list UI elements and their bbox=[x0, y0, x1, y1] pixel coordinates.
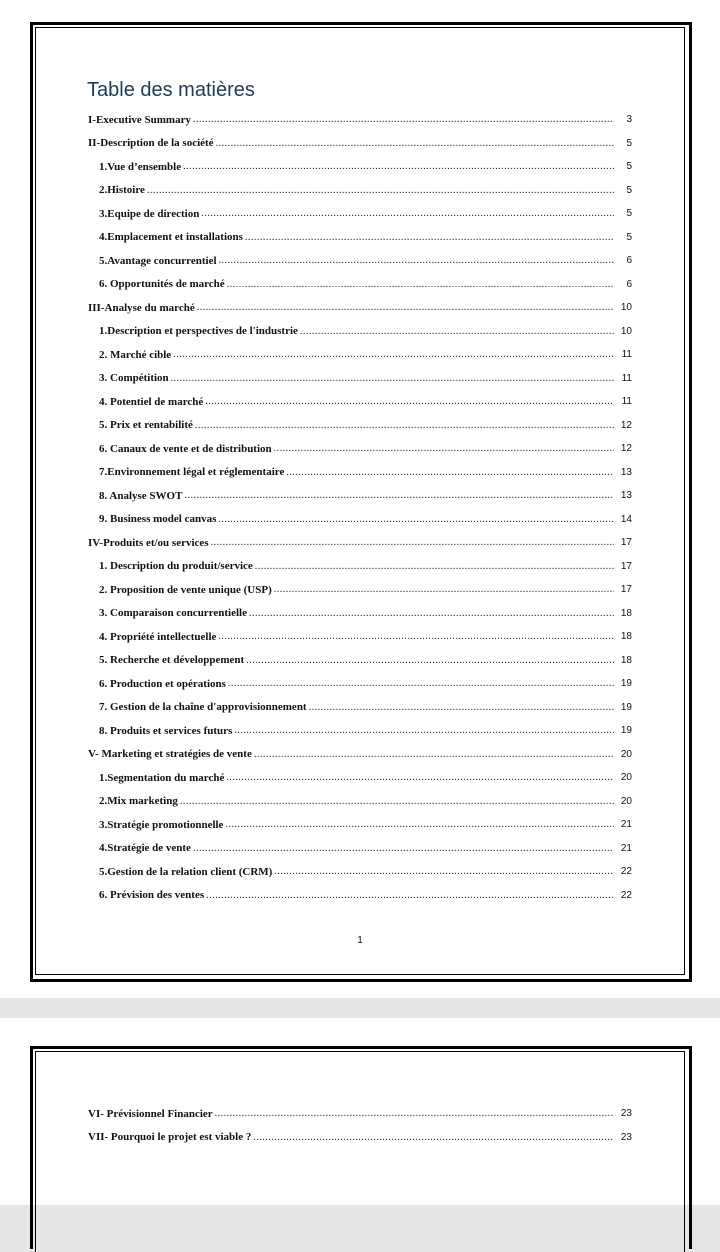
toc-entry-label: 1. Description du produit/service bbox=[99, 560, 253, 573]
toc-list bbox=[88, 108, 632, 907]
toc-subentry[interactable] bbox=[88, 813, 632, 837]
toc-dot-leader bbox=[193, 843, 614, 854]
toc-dot-leader bbox=[309, 702, 614, 713]
toc-entry-label: 4. Potentiel de marché bbox=[99, 395, 204, 408]
toc-dot-leader bbox=[255, 561, 614, 572]
toc-page-number: 5 bbox=[626, 231, 632, 243]
toc-page-number: 11 bbox=[621, 349, 632, 361]
toc-page-number: 10 bbox=[620, 302, 632, 314]
toc-subentry[interactable] bbox=[88, 437, 632, 461]
toc-subentry[interactable] bbox=[88, 696, 632, 720]
toc-page-number: 19 bbox=[620, 701, 632, 713]
toc-entry-label: 5.Gestion de la relation client (CRM) bbox=[99, 865, 273, 878]
toc-entry-label: 6. Prévision des ventes bbox=[99, 889, 205, 902]
toc-dot-leader bbox=[218, 514, 614, 525]
toc-page-number: 17 bbox=[620, 537, 632, 549]
toc-entry-label: III-Analyse du marché bbox=[88, 301, 195, 314]
toc-entry-label: 3.Stratégie promotionnelle bbox=[99, 818, 224, 831]
toc-page-number: 23 bbox=[620, 1131, 632, 1143]
toc-subentry[interactable] bbox=[88, 202, 632, 226]
toc-entry-label: IV-Produits et/ou services bbox=[88, 536, 209, 549]
toc-entry-label: 2.Histoire bbox=[99, 184, 145, 197]
toc-dot-leader bbox=[195, 420, 614, 431]
toc-title: Table des matières bbox=[87, 79, 255, 101]
toc-entry-label: 6. Canaux de vente et de distribution bbox=[99, 442, 272, 455]
toc-entry-label: V- Marketing et stratégies de vente bbox=[88, 748, 252, 761]
toc-entry-label: 3. Comparaison concurrentielle bbox=[99, 607, 247, 620]
toc-subentry[interactable] bbox=[88, 837, 632, 861]
toc-dot-leader bbox=[218, 631, 614, 642]
toc-page-number: 22 bbox=[620, 866, 632, 878]
toc-dot-leader bbox=[225, 819, 614, 830]
toc-entry-label: 7. Gestion de la chaîne d'approvisionnement bbox=[99, 701, 307, 714]
toc-subentry[interactable] bbox=[88, 790, 632, 814]
toc-entry-label: VI- Prévisionnel Financier bbox=[88, 1107, 213, 1120]
toc-subentry[interactable] bbox=[88, 273, 632, 297]
toc-page-number: 6 bbox=[626, 278, 632, 290]
toc-page-number: 18 bbox=[620, 654, 632, 666]
toc-subentry[interactable] bbox=[88, 602, 632, 626]
toc-dot-leader bbox=[173, 349, 614, 360]
toc-entry-label: 1.Vue d’ensemble bbox=[99, 160, 182, 173]
toc-dot-leader bbox=[171, 373, 614, 384]
toc-page-number: 13 bbox=[620, 466, 632, 478]
toc-dot-leader bbox=[184, 490, 614, 501]
toc-entry-label: 4.Stratégie de vente bbox=[99, 842, 191, 855]
toc-page-number: 3 bbox=[626, 114, 632, 126]
toc-dot-leader bbox=[147, 185, 614, 196]
toc-page-number: 20 bbox=[620, 772, 632, 784]
toc-entry-label: 6. Production et opérations bbox=[99, 677, 226, 690]
toc-page-number: 20 bbox=[620, 748, 632, 760]
toc-entry-label: 7.Environnement légal et réglementaire bbox=[99, 466, 285, 479]
toc-entry-label: 3.Equipe de direction bbox=[99, 207, 200, 220]
toc-subentry[interactable] bbox=[88, 484, 632, 508]
toc-entry-label: 1.Segmentation du marché bbox=[99, 771, 225, 784]
toc-subentry[interactable] bbox=[88, 249, 632, 273]
toc-dot-leader bbox=[246, 655, 614, 666]
toc-dot-leader bbox=[205, 396, 614, 407]
toc-entry-label: 5. Prix et rentabilité bbox=[99, 419, 193, 432]
toc-page-number: 5 bbox=[626, 208, 632, 220]
toc-entry[interactable] bbox=[88, 743, 632, 767]
toc-entry-label: 8. Analyse SWOT bbox=[99, 489, 183, 502]
toc-entry-label: 3. Compétition bbox=[99, 372, 169, 385]
toc-dot-leader bbox=[197, 302, 614, 313]
toc-page-number: 20 bbox=[620, 795, 632, 807]
toc-subentry[interactable] bbox=[88, 625, 632, 649]
toc-entry-label: 2. Marché cible bbox=[99, 348, 172, 361]
toc-subentry[interactable] bbox=[88, 367, 632, 391]
toc-entry[interactable] bbox=[88, 1102, 632, 1126]
toc-entry-label: 8. Produits et services futurs bbox=[99, 724, 233, 737]
toc-entry-label: I-Executive Summary bbox=[88, 113, 191, 126]
toc-dot-leader bbox=[226, 772, 614, 783]
toc-dot-leader bbox=[300, 326, 614, 337]
toc-subentry[interactable] bbox=[88, 343, 632, 367]
toc-subentry[interactable] bbox=[88, 320, 632, 344]
toc-page-number: 6 bbox=[626, 255, 632, 267]
toc-entry-label: 9. Business model canvas bbox=[99, 513, 217, 526]
toc-subentry[interactable] bbox=[88, 719, 632, 743]
toc-page-number: 12 bbox=[620, 419, 632, 431]
toc-dot-leader bbox=[228, 678, 614, 689]
toc-page-number: 11 bbox=[621, 372, 632, 384]
toc-page-number: 13 bbox=[620, 490, 632, 502]
toc-dot-leader bbox=[245, 232, 614, 243]
toc-page-number: 12 bbox=[620, 443, 632, 455]
toc-page-number: 21 bbox=[620, 819, 632, 831]
toc-page-number: 5 bbox=[626, 137, 632, 149]
page-border-inner bbox=[35, 1051, 685, 1252]
toc-subentry[interactable] bbox=[88, 508, 632, 532]
toc-dot-leader bbox=[286, 467, 614, 478]
toc-subentry[interactable] bbox=[88, 461, 632, 485]
toc-subentry[interactable] bbox=[88, 155, 632, 179]
toc-dot-leader bbox=[227, 279, 614, 290]
toc-entry-label: 4. Propriété intellectuelle bbox=[99, 630, 217, 643]
toc-subentry[interactable] bbox=[88, 860, 632, 884]
toc-entry-label: 1.Description et perspectives de l'industrie bbox=[99, 325, 298, 338]
toc-page-number: 10 bbox=[620, 325, 632, 337]
toc-subentry[interactable] bbox=[88, 226, 632, 250]
toc-subentry[interactable] bbox=[88, 414, 632, 438]
toc-subentry[interactable] bbox=[88, 390, 632, 414]
toc-page-number: 18 bbox=[620, 631, 632, 643]
toc-dot-leader bbox=[274, 584, 614, 595]
toc-entry[interactable] bbox=[88, 531, 632, 555]
toc-subentry[interactable] bbox=[88, 179, 632, 203]
toc-entry-label: II-Description de la société bbox=[88, 137, 214, 150]
toc-dot-leader bbox=[249, 608, 614, 619]
toc-entry-label: 2.Mix marketing bbox=[99, 795, 178, 808]
toc-subentry[interactable] bbox=[88, 884, 632, 908]
toc-page-number: 11 bbox=[621, 396, 632, 408]
toc-page-number: 17 bbox=[620, 584, 632, 596]
toc-entry[interactable] bbox=[88, 108, 632, 132]
toc-page-number: 19 bbox=[620, 678, 632, 690]
toc-page-number: 19 bbox=[620, 725, 632, 737]
toc-page-number: 21 bbox=[620, 842, 632, 854]
toc-dot-leader bbox=[254, 749, 614, 760]
toc-list-continued bbox=[88, 1102, 632, 1149]
toc-page-number: 22 bbox=[620, 889, 632, 901]
toc-dot-leader bbox=[201, 208, 614, 219]
toc-subentry[interactable] bbox=[88, 578, 632, 602]
toc-dot-leader bbox=[211, 537, 614, 548]
toc-dot-leader bbox=[215, 1108, 614, 1119]
toc-entry[interactable] bbox=[88, 296, 632, 320]
toc-dot-leader bbox=[219, 255, 614, 266]
toc-entry-label: VII- Pourquoi le projet est viable ? bbox=[88, 1131, 252, 1144]
toc-dot-leader bbox=[180, 796, 614, 807]
toc-page-number: 23 bbox=[620, 1108, 632, 1120]
toc-dot-leader bbox=[216, 138, 614, 149]
toc-dot-leader bbox=[274, 866, 614, 877]
toc-entry-label: 5. Recherche et développement bbox=[99, 654, 245, 667]
toc-subentry[interactable] bbox=[88, 672, 632, 696]
page-number: 1 bbox=[357, 935, 363, 946]
toc-subentry[interactable] bbox=[88, 766, 632, 790]
toc-dot-leader bbox=[234, 725, 614, 736]
toc-subentry[interactable] bbox=[88, 555, 632, 579]
toc-entry[interactable] bbox=[88, 1126, 632, 1150]
toc-entry-label: 4.Emplacement et installations bbox=[99, 231, 243, 244]
toc-dot-leader bbox=[274, 443, 614, 454]
toc-page-number: 18 bbox=[620, 607, 632, 619]
toc-dot-leader bbox=[193, 114, 614, 125]
toc-entry[interactable] bbox=[88, 132, 632, 156]
toc-entry-label: 6. Opportunités de marché bbox=[99, 278, 225, 291]
toc-subentry[interactable] bbox=[88, 649, 632, 673]
toc-dot-leader bbox=[253, 1132, 614, 1143]
toc-page-number: 5 bbox=[626, 184, 632, 196]
toc-page-number: 14 bbox=[620, 513, 632, 525]
toc-dot-leader bbox=[183, 161, 614, 172]
toc-page-number: 17 bbox=[620, 560, 632, 572]
toc-entry-label: 5.Avantage concurrentiel bbox=[99, 254, 217, 267]
toc-dot-leader bbox=[206, 890, 614, 901]
toc-entry-label: 2. Proposition de vente unique (USP) bbox=[99, 583, 272, 596]
toc-page-number: 5 bbox=[626, 161, 632, 173]
